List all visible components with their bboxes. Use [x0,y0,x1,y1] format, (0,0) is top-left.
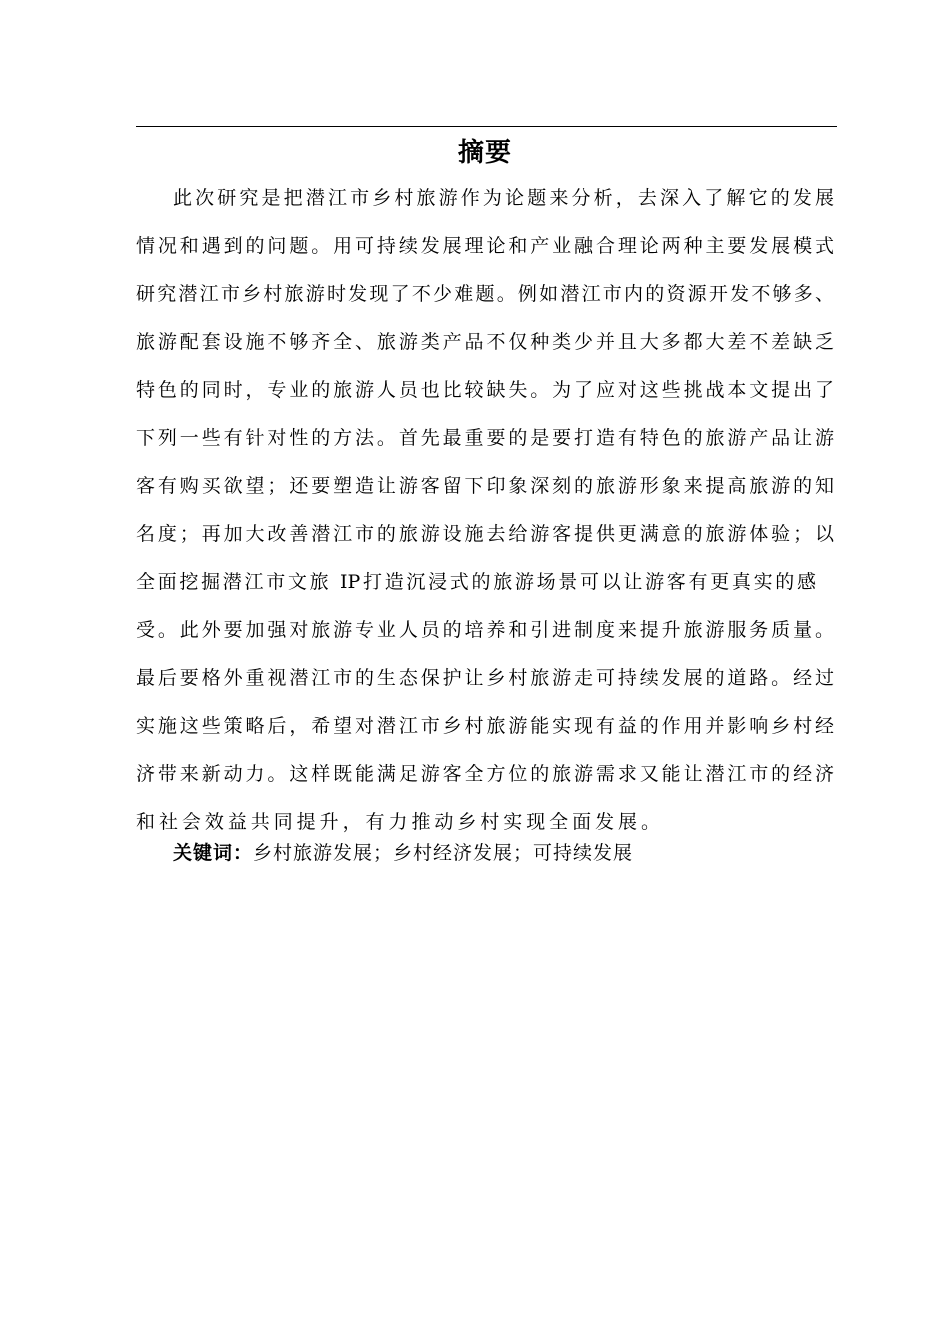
abstract-line-14: 和社会效益共同提升，有力推动乡村实现全面发展。 [136,811,660,833]
abstract-line-10: 受。此外要加强对旅游专业人员的培养和引进制度来提升旅游服务质量。 [136,619,834,641]
abstract-line-11: 最后要格外重视潜江市的生态保护让乡村旅游走可持续发展的道路。经过 [136,667,834,689]
keywords [173,841,633,865]
abstract-line-2: 情况和遇到的问题。用可持续发展理论和产业融合理论两种主要发展模式 [136,235,834,257]
abstract-line-9: 全面挖掘潜江市文旅 IP打造沉浸式的旅游场景可以让游客有更真实的感 [136,571,816,593]
abstract-line-12: 实施这些策略后，希望对潜江市乡村旅游能实现有益的作用并影响乡村经 [136,715,834,737]
abstract-line-1: 此次研究是把潜江市乡村旅游作为论题来分析，去深入了解它的发展 [173,187,834,209]
keywords-label: 关键词： [173,842,254,864]
abstract-line-3: 研究潜江市乡村旅游时发现了不少难题。例如潜江市内的资源开发不够多、 [136,283,834,305]
header-rule [136,126,837,127]
abstract-line-4: 旅游配套设施不够齐全、旅游类产品不仅种类少并且大多都大差不差缺乏 [136,331,834,353]
abstract-title: 摘要 [457,138,512,168]
abstract-line-8: 名度；再加大改善潜江市的旅游设施去给游客提供更满意的旅游体验；以 [136,523,834,545]
abstract-line-6: 下列一些有针对性的方法。首先最重要的是要打造有特色的旅游产品让游 [136,427,834,449]
keywords-text: 乡村旅游发展；乡村经济发展；可持续发展 [253,842,634,864]
abstract-line-7: 客有购买欲望；还要塑造让游客留下印象深刻的旅游形象来提高旅游的知 [136,475,834,497]
abstract-line-5: 特色的同时，专业的旅游人员也比较缺失。为了应对这些挑战本文提出了 [136,379,834,401]
abstract-line-13: 济带来新动力。这样既能满足游客全方位的旅游需求又能让潜江市的经济 [136,763,834,785]
